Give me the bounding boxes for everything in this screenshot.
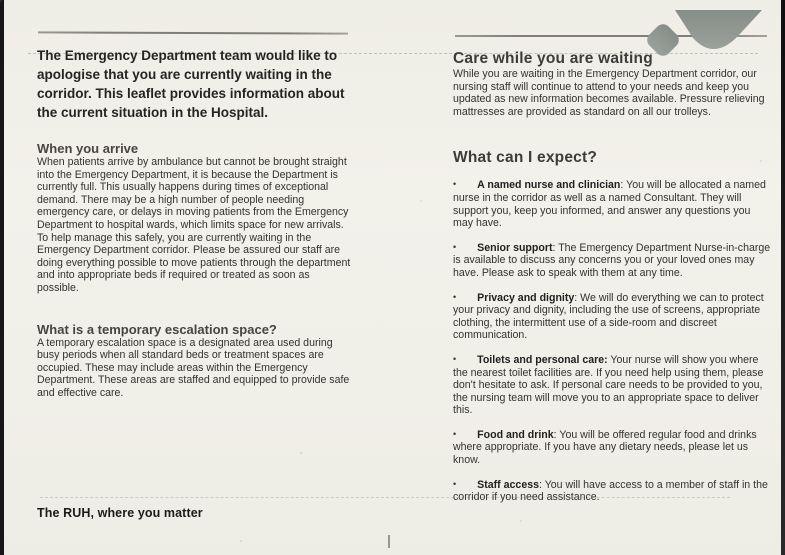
heading-care-while-waiting: Care while you are waiting	[453, 50, 653, 67]
bullet-text: Your nurse will show you where the nearest toilet facilities are. If you need help using them, please don't hesitate to ask. If personal care needs to be provided to you, the nursing team will move you to an appropriate space to deliver this.	[453, 353, 764, 417]
bullet-text: : We will do everything we can to protect your privacy and dignity, including the use of screens, appropriate clothing, the intermittent use of a side-room and discreet communication.	[453, 291, 764, 342]
bullet-senior-support	[453, 241, 771, 280]
heading-when-you-arrive: When you arrive	[37, 141, 139, 156]
bullet-dot-icon: •	[453, 241, 457, 252]
paragraph-care: While you are waiting in the Emergency Department corridor, our nursing staff will continue to attend to your needs and keep you updated as new information becomes available. Pressure relieving mattresses are provided as standard on all our trolleys.	[453, 68, 765, 118]
bullet-title: Food and drink	[477, 428, 554, 441]
bullet-dot-icon: •	[453, 291, 457, 302]
paragraph-escalation: A temporary escalation space is a designated area used during busy periods when all standard beds or treatment spaces are occupied. These may include areas within the Emergency Department. These areas are staffed and equipped to provide safe and effective care.	[37, 336, 350, 399]
bullet-title: A named nurse and clinician	[477, 179, 621, 192]
bullet-dot-icon: •	[453, 179, 457, 190]
intro-statement: The Emergency Department team would like to apologise that you are currently waiting in the corridor. This leaflet provides information about the current situation in the Hospital.	[37, 48, 345, 120]
bullet-privacy-dignity	[453, 291, 771, 342]
bullet-staff-access	[453, 478, 771, 504]
bullet-dot-icon: •	[453, 428, 457, 439]
ruh-tagline: The RUH, where you matter	[37, 506, 203, 520]
bullet-dot-icon: •	[453, 353, 457, 364]
paragraph-arrival-2: To help manage this safely, you are currently waiting in the Emergency Department corridor. Please be assured our staff are doing everything possible to move patients through the department and into appropriate beds if required or treated as soon as possible.	[37, 231, 351, 294]
bullet-dot-icon: •	[453, 478, 457, 489]
bullet-text: : You will have access to a member of staff in the corridor if you need assistance.	[453, 478, 768, 504]
header-rule-left	[38, 31, 348, 34]
bullet-title: Senior support	[477, 241, 553, 254]
paper-speckles	[0, 0, 2, 2]
scan-edge-right	[781, 0, 785, 555]
bullet-title: Toilets and personal care:	[477, 353, 608, 366]
bullet-text: : You will be offered regular food and drinks where appropriate. If you have any dietary needs, please let us know.	[453, 428, 757, 467]
bullet-food-drink	[453, 428, 771, 467]
fold-mark	[388, 535, 390, 548]
bullet-text: : The Emergency Department Nurse-in-charge is available to discuss any concerns you or your loved ones may have. Please ask to speak with them at any time.	[453, 241, 771, 279]
scan-edge-left	[0, 0, 4, 555]
right-column	[453, 50, 771, 504]
heading-what-can-i-expect: What can I expect?	[453, 149, 597, 167]
paragraph-arrival-1: When patients arrive by ambulance but cannot be brought straight into the Emergency Department, it is because the Department is currently full. This usually happens during times of exceptional demand. There may be a high number of people needing emergency care, or delays in moving patients from the Emergency Department to hospital wards, which limits space for new arrivals.	[37, 156, 349, 231]
bullet-title: Privacy and dignity	[477, 291, 575, 304]
left-column	[37, 46, 353, 400]
logo-petal-icon	[675, 10, 762, 49]
heading-temporary-escalation-space: What is a temporary escalation space?	[37, 321, 277, 337]
bullet-text: : You will be allocated a named nurse in the corridor as well as a named Consultant. They will support you, keep you informed, and answer any questions you may have.	[453, 179, 766, 230]
bullet-toilets-personal-care	[453, 353, 771, 417]
bullet-title: Staff access	[477, 478, 539, 491]
bullet-named-nurse	[453, 178, 771, 229]
